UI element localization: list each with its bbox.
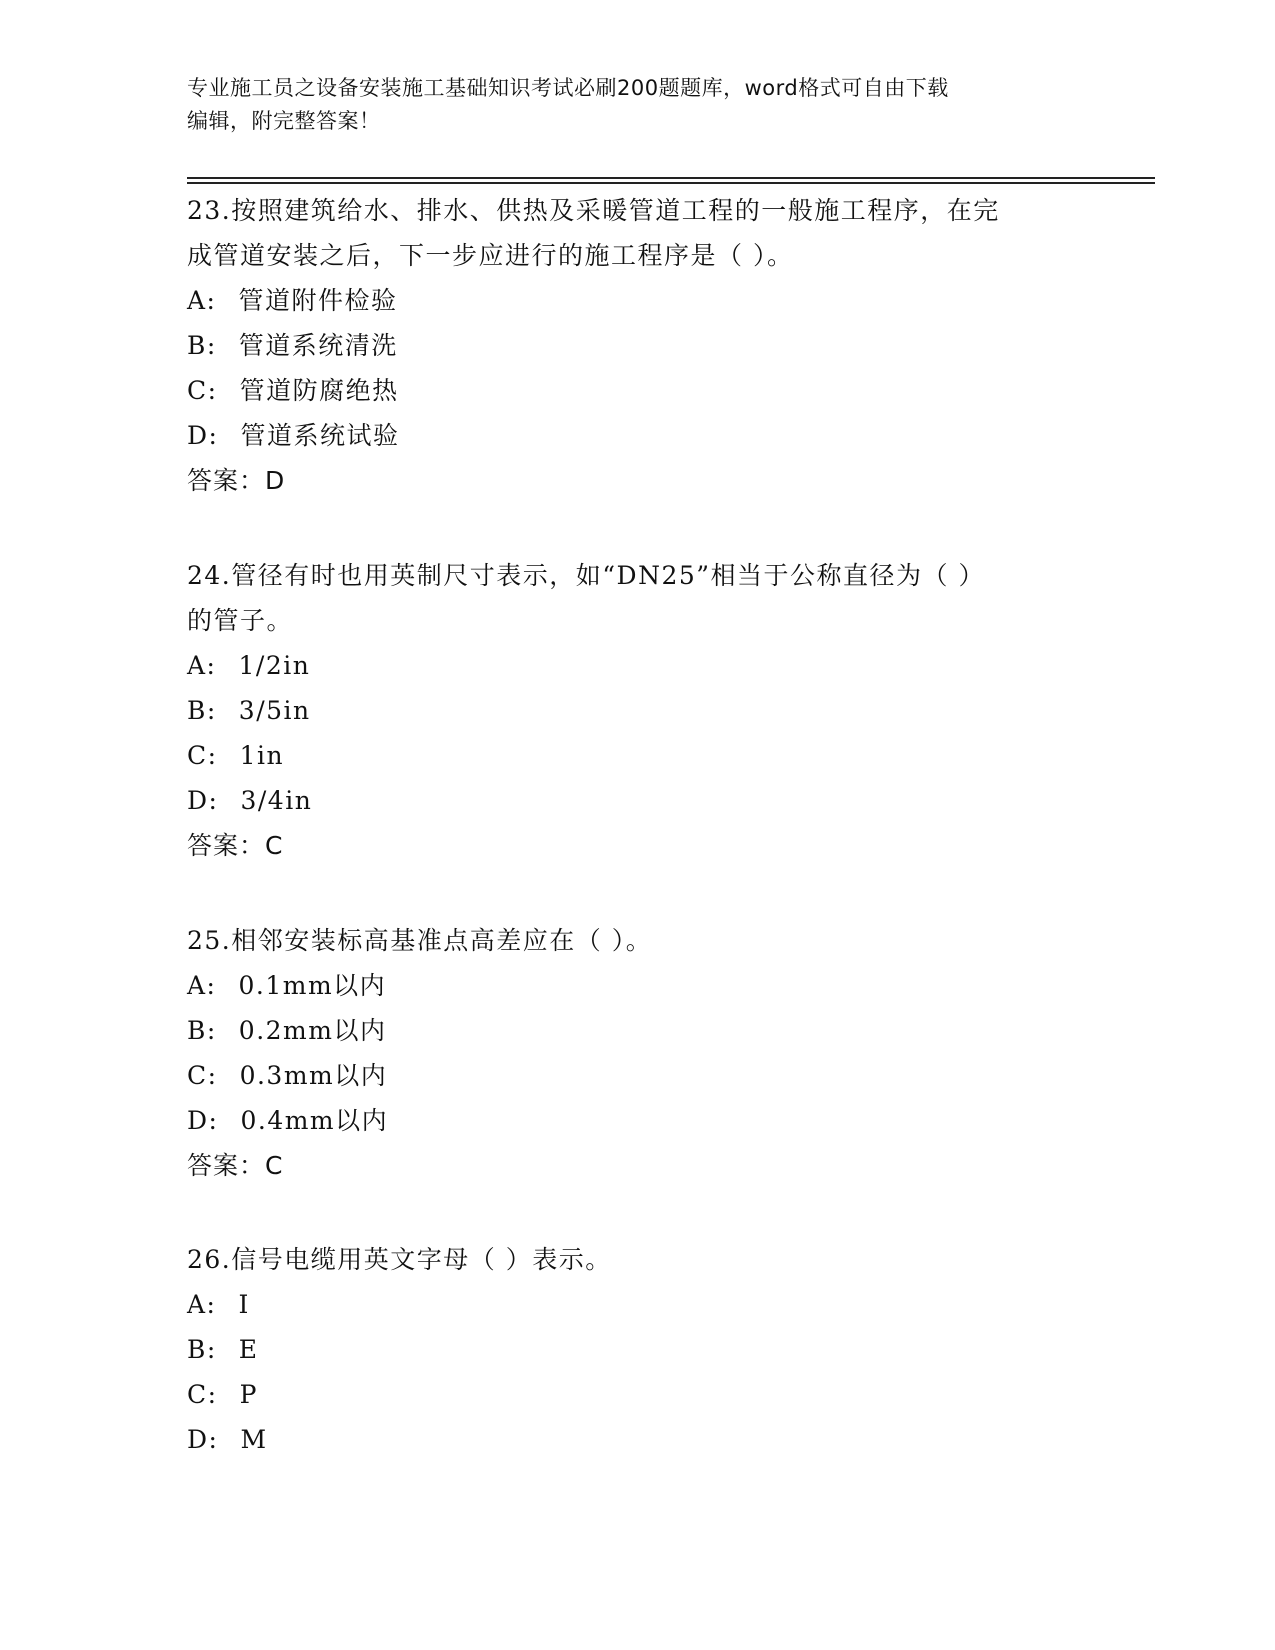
option-letter: D: — [187, 421, 219, 450]
option-text: E — [238, 1335, 259, 1364]
option-d — [187, 778, 1087, 823]
option-c — [187, 1053, 1087, 1098]
question-text-line-1: 25.相邻安装标高基准点高差应在（ ）。 — [187, 926, 653, 955]
option-text: 管道附件检验 — [238, 286, 398, 315]
option-b — [187, 688, 1087, 733]
question-25 — [187, 918, 1087, 1188]
header-divider-top — [187, 177, 1155, 179]
option-text: M — [240, 1425, 268, 1454]
option-c — [187, 1372, 1087, 1417]
option-letter: D: — [187, 1425, 219, 1454]
option-d — [187, 1417, 1087, 1462]
question-23 — [187, 188, 1087, 503]
option-letter: D: — [187, 1106, 219, 1135]
answer-line: 答案：C — [187, 831, 284, 860]
option-a — [187, 963, 1087, 1008]
option-letter: A: — [187, 651, 217, 680]
option-b — [187, 1008, 1087, 1053]
option-letter: C: — [187, 1061, 218, 1090]
option-text: 0.1mm以内 — [238, 971, 387, 1000]
option-b — [187, 323, 1087, 368]
option-a — [187, 643, 1087, 688]
header-line-2: 编辑，附完整答案！ — [187, 109, 381, 133]
option-letter: C: — [187, 741, 218, 770]
option-letter: B: — [187, 696, 217, 725]
option-text: I — [238, 1290, 250, 1319]
question-text-line-1: 23.按照建筑给水、排水、供热及采暖管道工程的一般施工程序，在完 — [187, 196, 1000, 225]
option-letter: A: — [187, 286, 217, 315]
question-26 — [187, 1237, 1087, 1462]
option-letter: A: — [187, 971, 217, 1000]
option-letter: C: — [187, 376, 218, 405]
option-a — [187, 1282, 1087, 1327]
answer-line: 答案：D — [187, 466, 286, 495]
question-text-line-1: 24.管径有时也用英制尺寸表示，如“DN25”相当于公称直径为（ ） — [187, 561, 985, 590]
option-letter: B: — [187, 331, 217, 360]
answer-line: 答案：C — [187, 1151, 284, 1180]
option-text: 管道防腐绝热 — [239, 376, 399, 405]
option-text: P — [239, 1380, 258, 1409]
option-text: 1in — [239, 741, 285, 770]
option-text: 管道系统试验 — [240, 421, 400, 450]
option-text: 0.3mm以内 — [239, 1061, 388, 1090]
option-d — [187, 1098, 1087, 1143]
option-letter: D: — [187, 786, 219, 815]
option-letter: B: — [187, 1016, 217, 1045]
header-line-1: 专业施工员之设备安装施工基础知识考试必刷200题题库，word格式可自由下载 — [187, 76, 949, 100]
question-24 — [187, 553, 1087, 868]
option-text: 3/5in — [238, 696, 311, 725]
option-c — [187, 733, 1087, 778]
option-text: 管道系统清洗 — [238, 331, 398, 360]
document-header — [187, 72, 1067, 138]
question-text-line-2: 成管道安装之后，下一步应进行的施工程序是（ ）。 — [187, 241, 794, 270]
option-text: 0.2mm以内 — [238, 1016, 387, 1045]
option-text: 0.4mm以内 — [240, 1106, 389, 1135]
header-divider-bottom — [187, 182, 1155, 184]
question-text-line-1: 26.信号电缆用英文字母（ ）表示。 — [187, 1245, 612, 1274]
option-d — [187, 413, 1087, 458]
option-b — [187, 1327, 1087, 1372]
option-letter: C: — [187, 1380, 218, 1409]
option-letter: B: — [187, 1335, 217, 1364]
question-text-line-2: 的管子。 — [187, 606, 294, 635]
option-text: 3/4in — [240, 786, 313, 815]
option-c — [187, 368, 1087, 413]
option-a — [187, 278, 1087, 323]
option-text: 1/2in — [238, 651, 311, 680]
option-letter: A: — [187, 1290, 217, 1319]
